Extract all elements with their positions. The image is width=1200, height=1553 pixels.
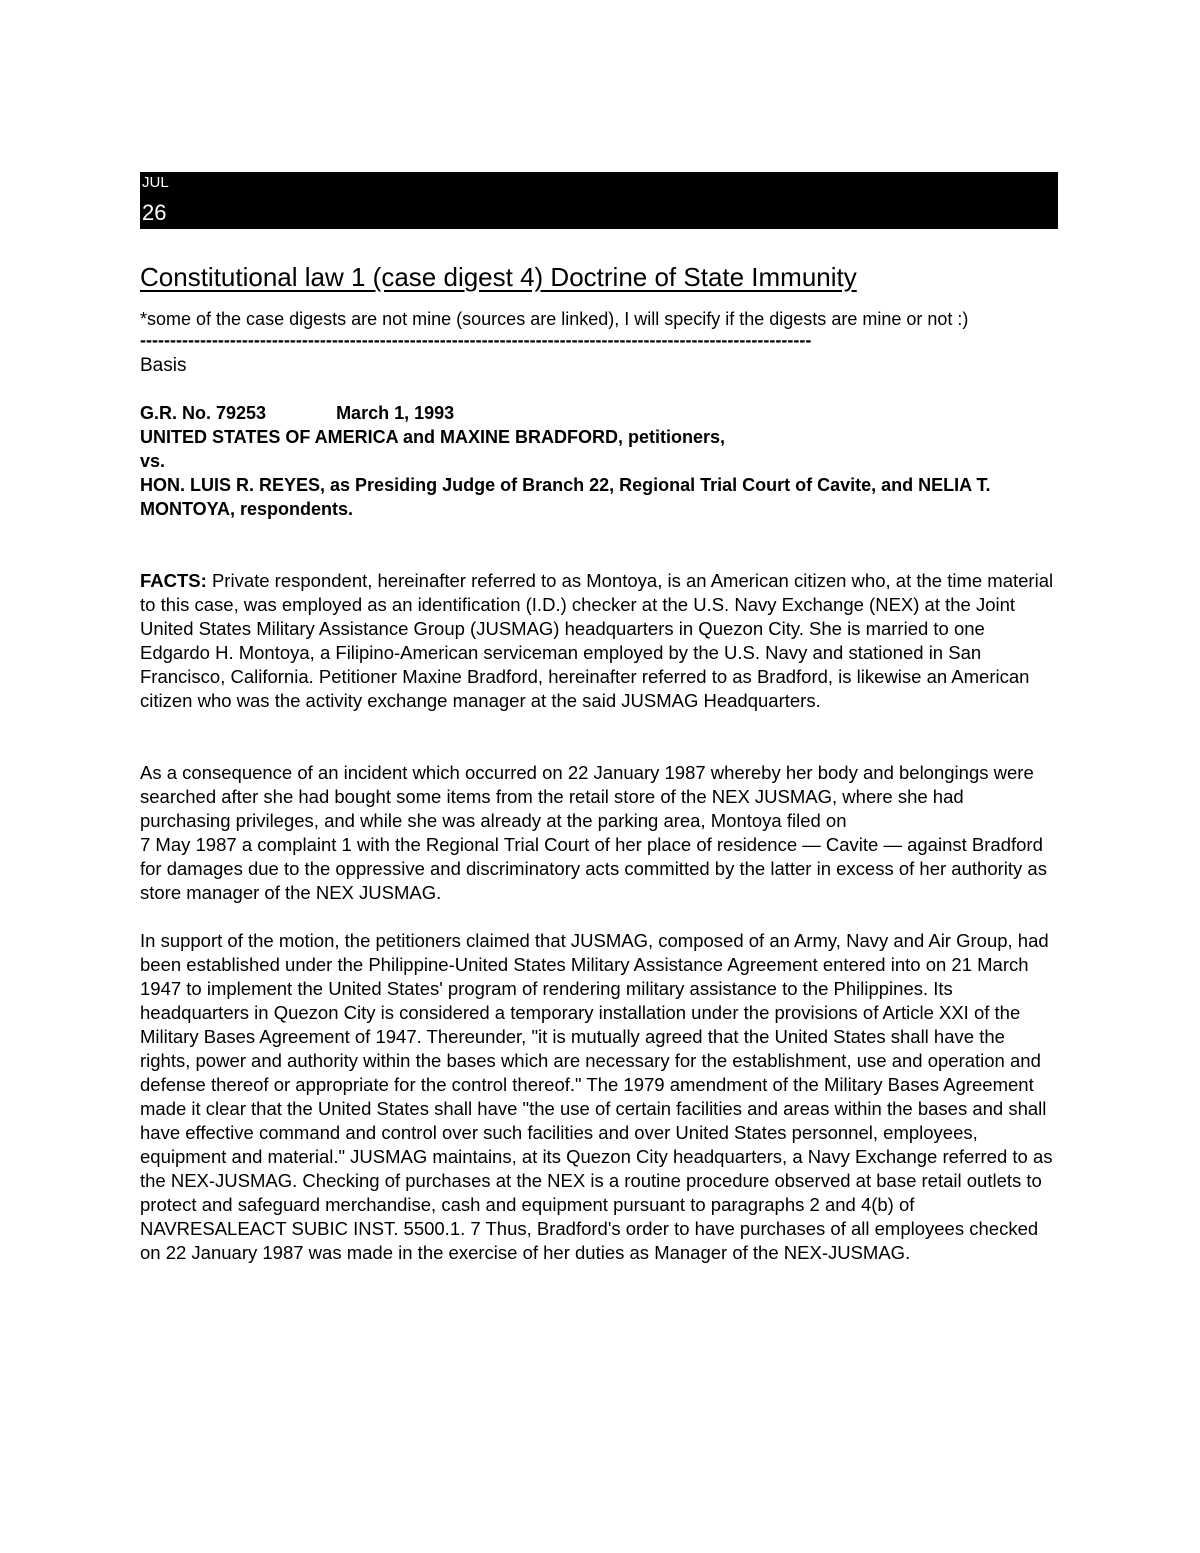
- post-title[interactable]: Constitutional law 1 (case digest 4) Doctrine of State Immunity: [140, 262, 857, 292]
- case-respondents: HON. LUIS R. REYES, as Presiding Judge of Branch 22, Regional Trial Court of Cavite, and NELIA T. MONTOYA, respondents.: [140, 475, 991, 519]
- post-note: *some of the case digests are not mine (sources are linked), I will specify if the digests are mine or not :): [140, 309, 969, 329]
- facts-paragraph: [140, 569, 1058, 713]
- incident-text-part2: 7 May 1987 a complaint 1 with the Regional Trial Court of her place of residence — Cavite — against Bradford for damages due to the oppressive and discriminatory acts committed by the latter in excess of her authority as store manager of the NEX JUSMAG.: [140, 834, 1047, 903]
- date-month: JUL: [142, 174, 169, 191]
- incident-paragraph: [140, 761, 1058, 905]
- facts-text: Private respondent, hereinafter referred to as Montoya, is an American citizen who, at the time material to this case, was employed as an identification (I.D.) checker at the U.S. Navy Exchange (NEX) at the Joint United States Military Assistance Group (JUSMAG) headquarters in Quezon City. She is married to one Edgardo H. Montoya, a Filipino-American serviceman employed by the U.S. Navy and stationed in San Francisco, California. Petitioner Maxine Bradford, hereinafter referred to as Bradford, is likewise an American citizen who was the activity exchange manager at the said JUSMAG Headquarters.: [140, 570, 1054, 711]
- case-gr-number: G.R. No. 79253: [140, 403, 267, 423]
- section-heading: Basis: [140, 355, 187, 376]
- date-badge: [140, 172, 1058, 229]
- date-day: 26: [142, 200, 167, 225]
- section-divider: ----------------------------------------------------------------------------------------------------------------: [140, 331, 812, 349]
- case-date: March 1, 1993: [336, 403, 455, 423]
- facts-label: FACTS:: [140, 570, 207, 591]
- incident-text-part1: As a consequence of an incident which occurred on 22 January 1987 whereby her body and belongings were searched after she had bought some items from the retail store of the NEX JUSMAG, where she had purchasing privileges, and while she was already at the parking area, Montoya filed on: [140, 762, 1034, 831]
- case-versus: vs.: [140, 451, 166, 471]
- case-header: [140, 401, 1058, 521]
- support-paragraph: In support of the motion, the petitioners claimed that JUSMAG, composed of an Army, Navy and Air Group, had been established under the Philippine-United States Military Assistance Agreement entered into on 21 March 1947 to implement the United States' program of rendering military assistance to the Philippines. Its headquarters in Quezon City is considered a temporary installation under the provisions of Article XXI of the Military Bases Agreement of 1947. Thereunder, "it is mutually agreed that the United States shall have the rights, power and authority within the bases which are necessary for the establishment, use and operation and defense thereof or appropriate for the control thereof." The 1979 amendment of the Military Bases Agreement made it clear that the United States shall have "the use of certain facilities and areas within the bases and shall have effective command and control over such facilities and over United States personnel, employees, equipment and material." JUSMAG maintains, at its Quezon City headquarters, a Navy Exchange referred to as the NEX-JUSMAG. Checking of purchases at the NEX is a routine procedure observed at base retail outlets to protect and safeguard merchandise, cash and equipment pursuant to paragraphs 2 and 4(b) of NAVRESALEACT SUBIC INST. 5500.1. 7 Thus, Bradford's order to have purchases of all employees checked on 22 January 1987 was made in the exercise of her duties as Manager of the NEX-JUSMAG.: [140, 930, 1053, 1263]
- document-page: [140, 172, 1058, 1265]
- case-petitioners: UNITED STATES OF AMERICA and MAXINE BRADFORD, petitioners,: [140, 427, 726, 447]
- case-reference-row: [140, 401, 1058, 425]
